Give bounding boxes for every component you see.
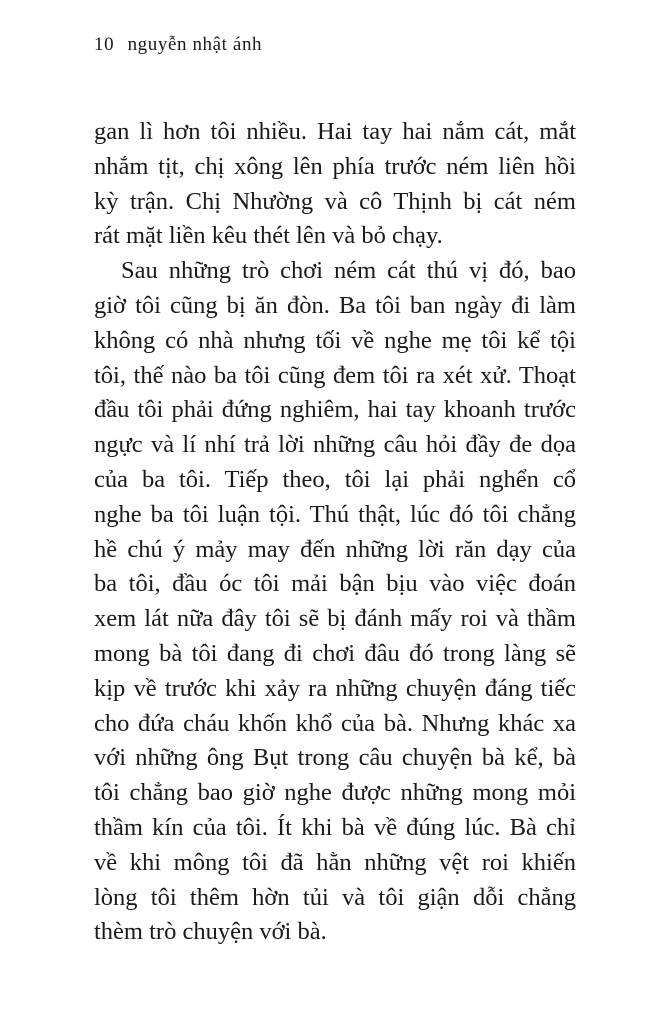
text-line: về khi mông tôi đã hằn những vệt roi khiến bbox=[94, 848, 576, 876]
page-body bbox=[94, 115, 576, 950]
text-line: cho đứa cháu khốn khổ của bà. Nhưng khác xa bbox=[94, 709, 576, 737]
text-line: gan lì hơn tôi nhiều. Hai tay hai nắm cát, mắt bbox=[94, 118, 576, 145]
text-line: kịp về trước khi xảy ra những chuyện đáng tiếc bbox=[94, 674, 576, 702]
text-line: giờ tôi cũng bị ăn đòn. Ba tôi ban ngày đi làm bbox=[94, 291, 576, 319]
text-line: không có nhà nhưng tối về nghe mẹ tôi kể tội bbox=[94, 326, 576, 354]
text-line: ngực và lí nhí trả lời những câu hỏi đầy đe dọa bbox=[94, 431, 576, 459]
text-line: lòng tôi thêm hờn tủi và tôi giận dỗi chẳng bbox=[94, 883, 576, 911]
text-line: Sau những trò chơi ném cát thú vị đó, bao bbox=[121, 257, 576, 285]
author-name: nguyễn nhật ánh bbox=[127, 34, 263, 55]
text-line: ba tôi, đầu óc tôi mải bận bịu vào việc đoán bbox=[94, 570, 576, 598]
text-line: rát mặt liền kêu thét lên và bỏ chạy. bbox=[94, 222, 443, 250]
paragraph-2 bbox=[94, 254, 576, 950]
running-header bbox=[94, 34, 262, 56]
paragraph-1 bbox=[94, 115, 576, 254]
text-line: thèm trò chuyện với bà. bbox=[94, 918, 327, 946]
text-line: của ba tôi. Tiếp theo, tôi lại phải nghển cổ bbox=[94, 465, 576, 493]
text-line: tôi chẳng bao giờ nghe được những mong mỏi bbox=[94, 779, 576, 807]
text-line: hề chú ý mảy may đến những lời răn dạy của bbox=[94, 535, 576, 563]
text-line: kỳ trận. Chị Nhường và cô Thịnh bị cát ném bbox=[94, 187, 576, 215]
text-line: tôi, thế nào ba tôi cũng đem tôi ra xét xử. Thoạt bbox=[94, 361, 576, 389]
text-line: với những ông Bụt trong câu chuyện bà kể, bà bbox=[94, 744, 576, 772]
text-line: nhắm tịt, chị xông lên phía trước ném liên hồi bbox=[94, 152, 576, 180]
text-line: xem lát nữa đây tôi sẽ bị đánh mấy roi và thầm bbox=[94, 605, 576, 633]
page-number: 10 bbox=[94, 34, 115, 55]
text-line: nghe ba tôi luận tội. Thú thật, lúc đó tôi chẳng bbox=[94, 500, 576, 528]
text-line: thầm kín của tôi. Ít khi bà về đúng lúc. Bà chỉ bbox=[94, 813, 576, 841]
text-line: mong bà tôi đang đi chơi đâu đó trong làng sẽ bbox=[94, 639, 576, 667]
text-line: đầu tôi phải đứng nghiêm, hai tay khoanh trước bbox=[94, 396, 576, 424]
